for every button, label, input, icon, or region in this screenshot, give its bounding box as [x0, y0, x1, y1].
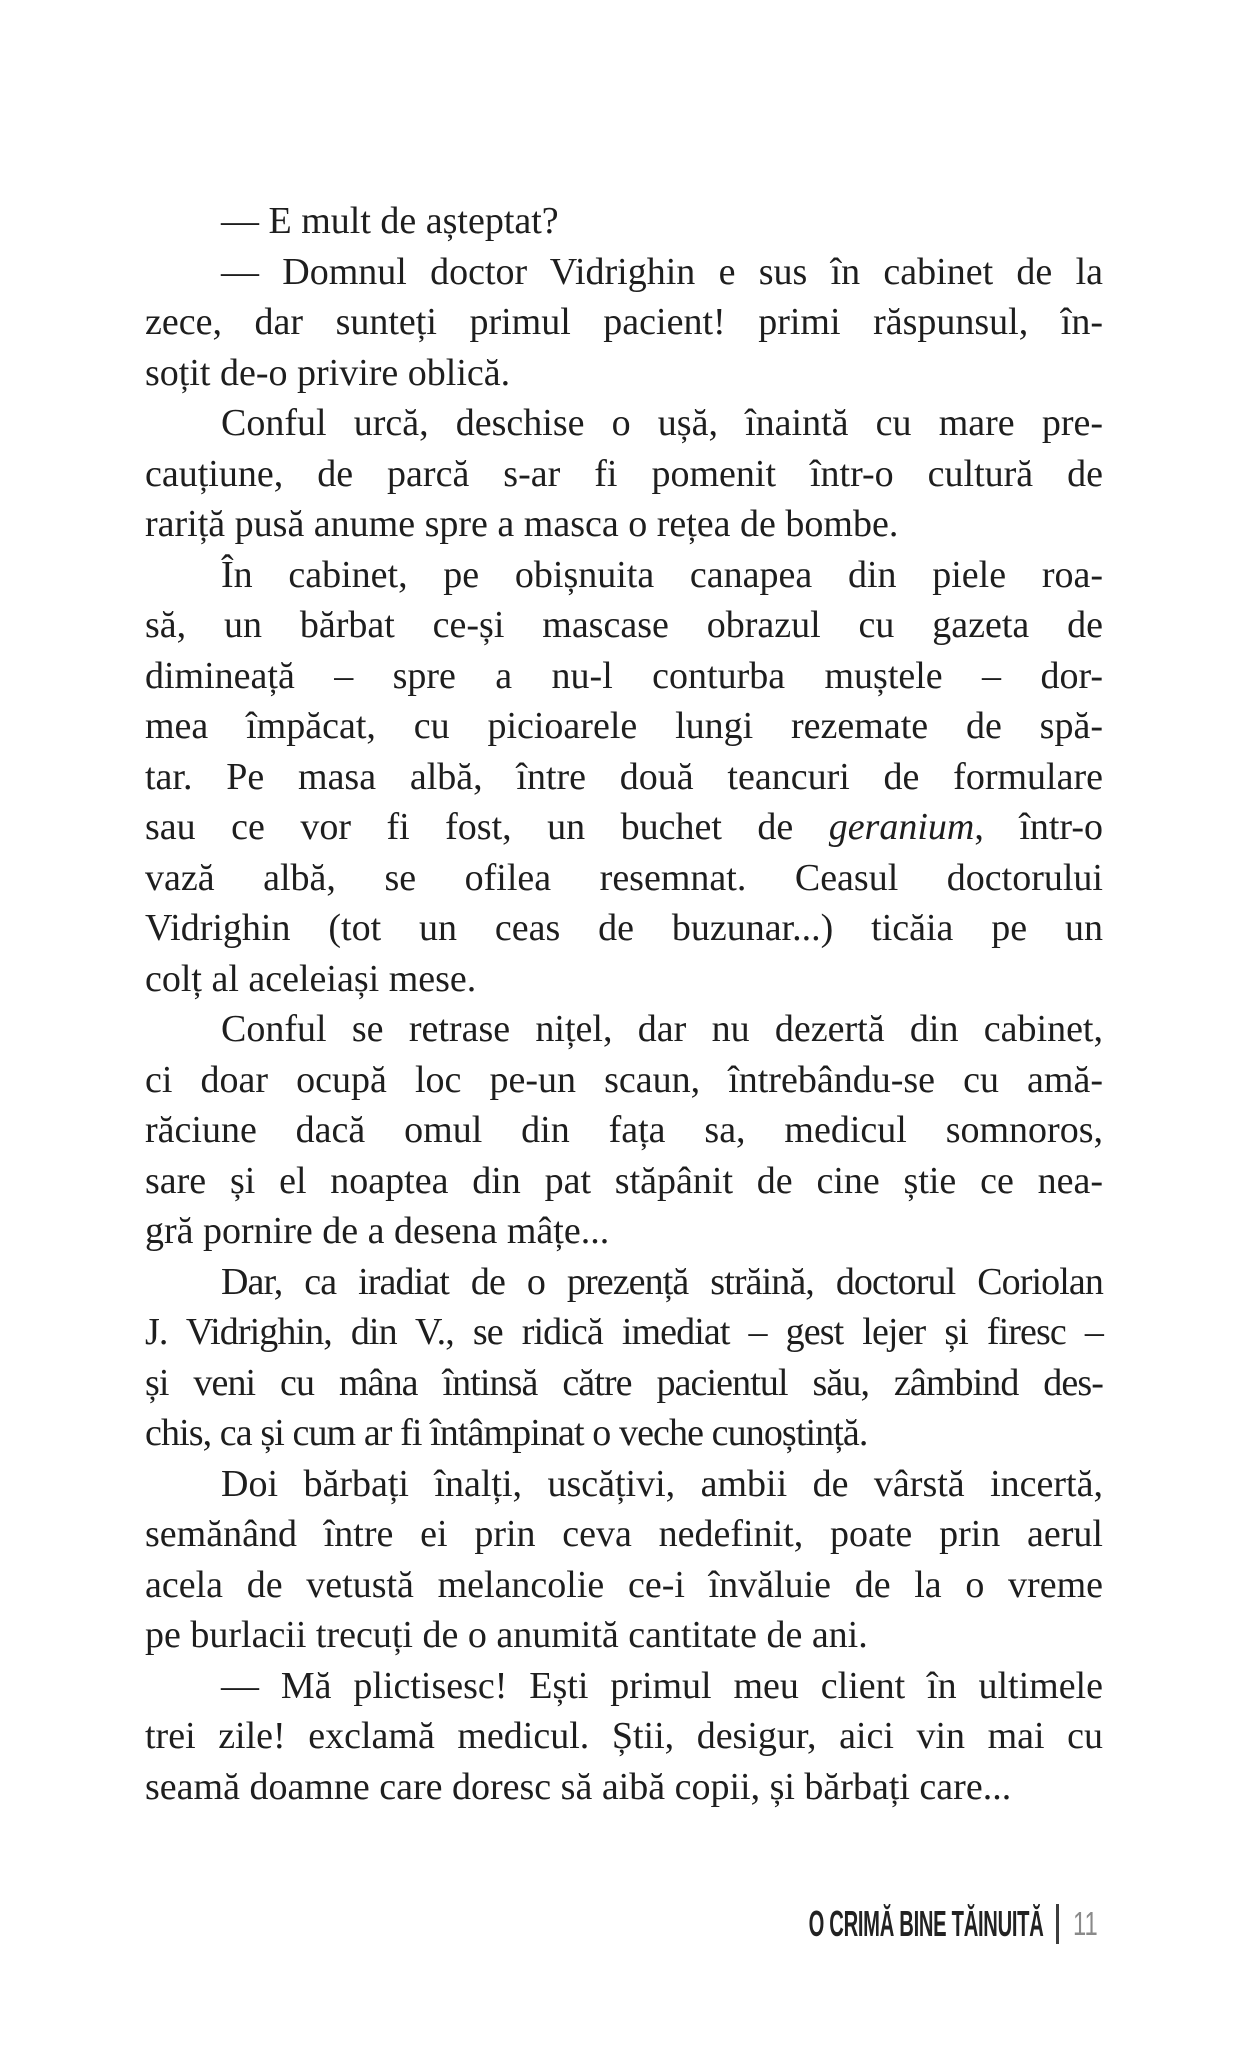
text-line: Conful se retrase nițel, dar nu dezertă din cabinet, — [221, 1008, 1103, 1050]
text-line: semănând între ei prin ceva nedefinit, poate prin aerul — [145, 1513, 1103, 1555]
text-line: soțit de-o privire oblică. — [145, 351, 511, 394]
italic-text-segment: geranium — [828, 806, 975, 848]
text-line: răciune dacă omul din fața sa, medicul somnoros, — [145, 1109, 1103, 1151]
text-line: Conful urcă, deschise o ușă, înaintă cu mare pre- — [221, 402, 1103, 444]
text-line: dimineață – spre a nu-l conturba muștele – dor- — [145, 654, 1103, 697]
text-line: Doi bărbați înalți, uscățivi, ambii de vârstă incertă, — [221, 1462, 1103, 1505]
text-line: chis, ca și cum ar fi întâmpinat o veche cunoștință. — [145, 1412, 868, 1454]
text-line: seamă doamne care doresc să aibă copii, și bărbați care... — [145, 1765, 1012, 1808]
text-line: În cabinet, pe obișnuita canapea din piele roa- — [221, 553, 1103, 596]
text-segment: , într-o — [974, 806, 1103, 848]
text-line: Vidrighin (tot un ceas de buzunar...) ticăia pe un — [145, 907, 1103, 949]
footer-divider — [1056, 1904, 1059, 1944]
page-footer — [624, 1901, 1107, 1947]
text-line: pe burlacii trecuți de o anumită cantitate de ani. — [145, 1614, 868, 1656]
text-line: colț al aceleiași mese. — [145, 957, 477, 1000]
text-line: zece, dar sunteți primul pacient! primi răspunsul, în- — [145, 301, 1103, 343]
text-line: Dar, ca iradiat de o prezență străină, doctorul Coriolan — [221, 1260, 1103, 1303]
page-number: 11 — [1072, 1905, 1098, 1942]
text-line: sare și el noaptea din pat stăpânit de cine știe ce nea- — [145, 1159, 1103, 1202]
text-line: — Mă plictisesc! Ești primul meu client în ultimele — [221, 1664, 1103, 1707]
text-line: acela de vetustă melancolie ce-i învăluie de la o vreme — [145, 1563, 1103, 1606]
text-line: să, un bărbat ce-și mascase obrazul cu gazeta de — [145, 604, 1103, 646]
text-line: tar. Pe masa albă, între două teancuri de formulare — [145, 755, 1103, 798]
text-line: ci doar ocupă loc pe-un scaun, întrebându-se cu amă- — [145, 1058, 1103, 1101]
text-line: — E mult de așteptat? — [221, 200, 559, 242]
text-line: vază albă, se ofilea resemnat. Ceasul doctorului — [145, 856, 1103, 899]
running-title: O CRIMĂ BINE TĂINUITĂ — [808, 1903, 1044, 1944]
text-line: gră pornire de a desena mâțe... — [145, 1210, 610, 1252]
text-line — [145, 802, 1103, 853]
text-block — [145, 196, 1103, 1812]
text-line: J. Vidrighin, din V., se ridică imediat – gest lejer și firesc – — [145, 1311, 1103, 1353]
text-line: trei zile! exclamă medicul. Știi, desigur, aici vin mai cu — [145, 1715, 1103, 1757]
text-line: — Domnul doctor Vidrighin e sus în cabinet de la — [221, 250, 1103, 293]
text-line: rariță pusă anume spre a masca o rețea de bombe. — [145, 503, 899, 545]
text-segment: sau ce vor fi fost, un buchet de — [145, 806, 829, 848]
text-line: cauțiune, de parcă s-ar fi pomenit într-o cultură de — [145, 452, 1103, 495]
text-line: și veni cu mâna întinsă către pacientul său, zâmbind des- — [145, 1361, 1103, 1404]
text-line: mea împăcat, cu picioarele lungi rezemate de spă- — [145, 705, 1103, 747]
